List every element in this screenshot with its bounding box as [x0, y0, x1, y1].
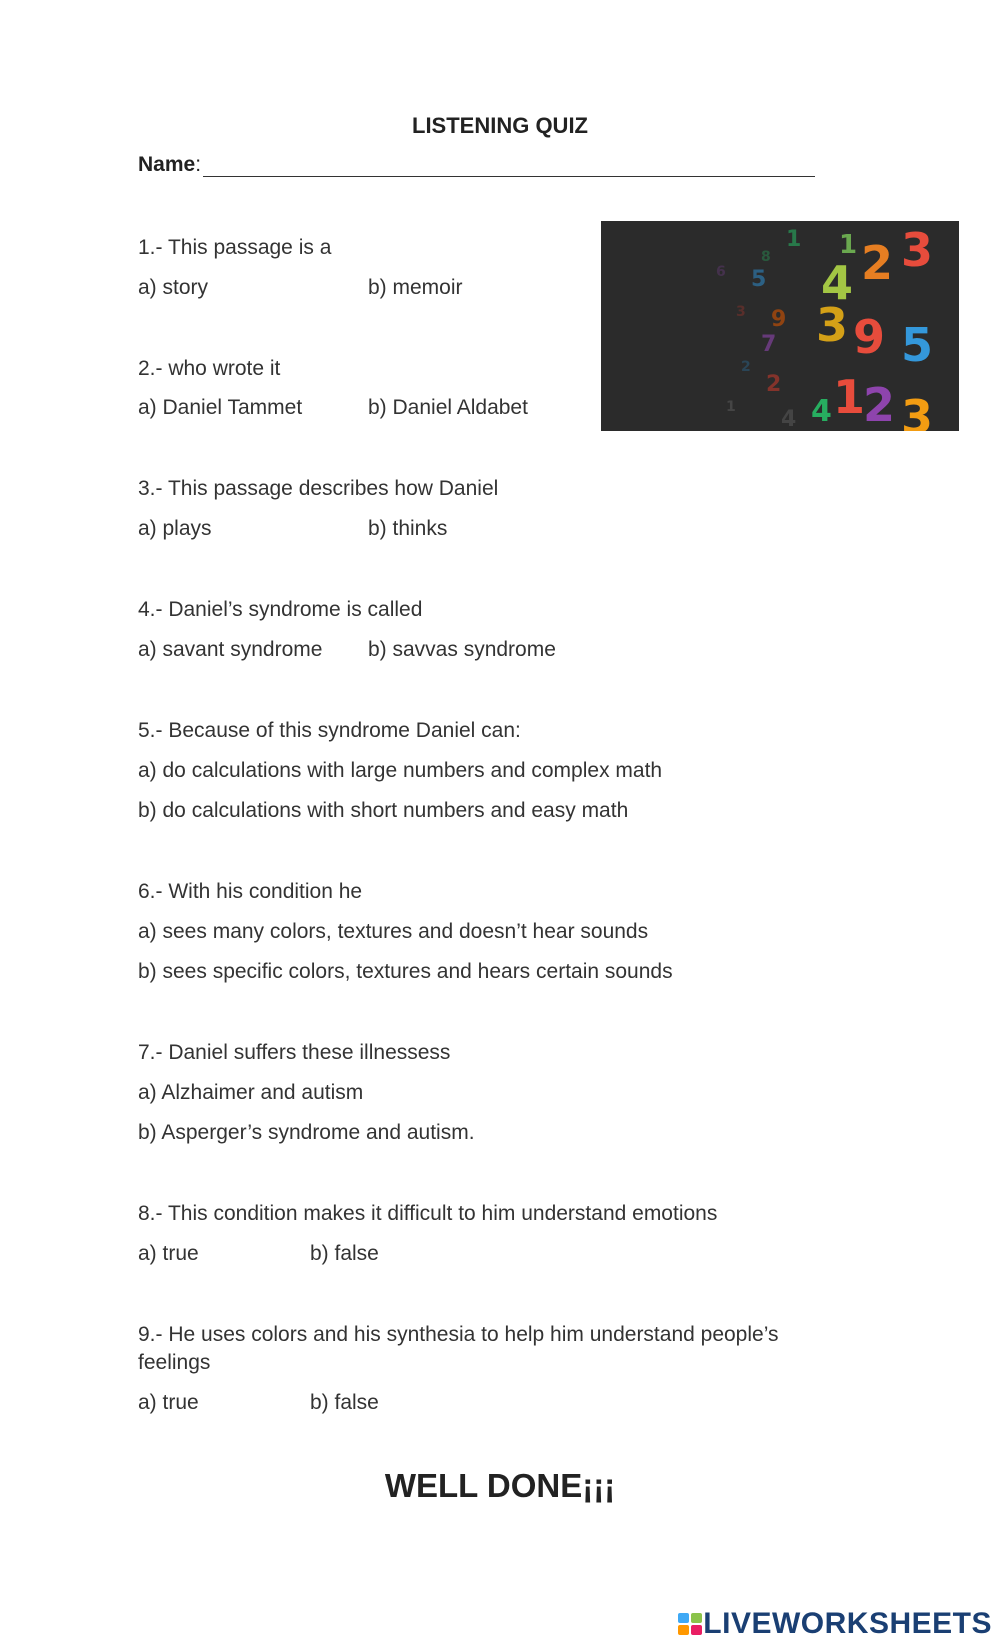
liveworksheets-brand: LIVEWORKSHEETS [703, 1607, 992, 1640]
question-1: 1.- This passage is a [138, 236, 332, 259]
name-field-row [138, 153, 815, 177]
q4-option-b[interactable]: b) savvas syndrome [368, 638, 556, 661]
q3-option-a[interactable]: a) plays [138, 517, 212, 540]
q5-option-b[interactable]: b) do calculations with short numbers and easy math [138, 799, 629, 822]
question-2: 2.- who wrote it [138, 357, 281, 380]
q7-option-a[interactable]: a) Alzhaimer and autism [138, 1081, 364, 1104]
question-9: 9.- He uses colors and his synthesia to help him understand people’s feelings [138, 1323, 779, 1374]
q4-option-a[interactable]: a) savant syndrome [138, 638, 323, 661]
q2-option-a[interactable]: a) Daniel Tammet [138, 396, 303, 419]
name-input-line[interactable] [203, 156, 815, 177]
name-label: Name [138, 153, 196, 176]
q5-option-a[interactable]: a) do calculations with large numbers and complex math [138, 759, 663, 782]
q8-option-a[interactable]: a) true [138, 1242, 199, 1265]
q2-option-b[interactable]: b) Daniel Aldabet [368, 396, 528, 419]
question-5: 5.- Because of this syndrome Daniel can: [138, 719, 521, 742]
well-done-heading: WELL DONE¡¡¡ [384, 1467, 616, 1504]
question-4: 4.- Daniel’s syndrome is called [138, 598, 423, 621]
q6-option-b[interactable]: b) sees specific colors, textures and hears certain sounds [138, 960, 673, 983]
question-7: 7.- Daniel suffers these illnessess [138, 1041, 451, 1064]
liveworksheets-footer [677, 1607, 992, 1641]
question-3: 3.- This passage describes how Daniel [138, 477, 499, 500]
question-8: 8.- This condition makes it difficult to him understand emotions [138, 1202, 718, 1225]
quiz-title: LISTENING QUIZ [412, 113, 588, 138]
name-colon: : [195, 153, 202, 176]
q9-option-a[interactable]: a) true [138, 1391, 199, 1414]
question-6: 6.- With his condition he [138, 880, 363, 903]
q3-option-b[interactable]: b) thinks [368, 517, 448, 540]
q6-option-a[interactable]: a) sees many colors, textures and doesn’t hear sounds [138, 920, 649, 943]
q1-option-a[interactable]: a) story [138, 276, 209, 299]
colorful-numbers-image [601, 221, 959, 431]
q7-option-b[interactable]: b) Asperger’s syndrome and autism. [138, 1121, 475, 1144]
q8-option-b[interactable]: b) false [310, 1242, 379, 1265]
liveworksheets-logo-icon [677, 1611, 703, 1637]
q9-option-b[interactable]: b) false [310, 1391, 379, 1414]
q1-option-b[interactable]: b) memoir [368, 276, 463, 299]
